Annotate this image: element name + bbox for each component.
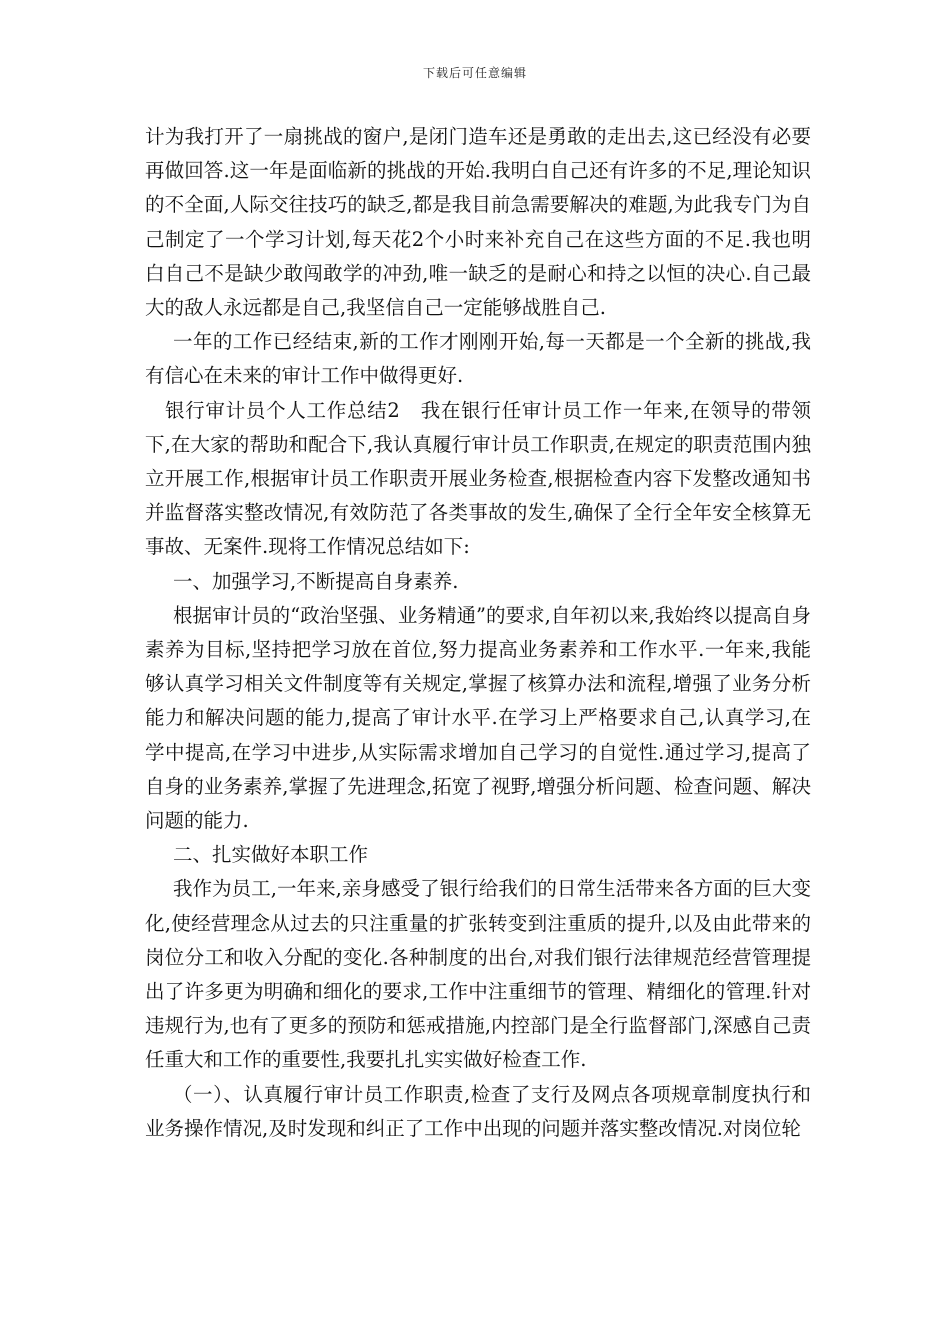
paragraph-conclusion: 一年的工作已经结束,新的工作才刚刚开始,每一天都是一个全新的挑战,我有信心在未来的审计工作中做得更好. (145, 330, 811, 388)
section-heading-1: 一、加强学习,不断提高自身素养. (173, 569, 459, 593)
section-heading-2: 二、扎实做好本职工作 (173, 843, 369, 867)
paragraph-continuation: 计为我打开了一扇挑战的窗户,是闭门造车还是勇敢的走出去,这已经没有必要再做回答.这一年是面临新的挑战的开始.我明白自己还有许多的不足,理论知识的不全面,人际交往技巧的缺乏,都是我目前急需要解决的难题,为此我专门为自己制定了一个学习计划,每天花2个小时来补充自己在这些方面的不足.我也明白自己不是缺少敢闯敢学的冲劲,唯一缺乏的是耐心和持之以恒的决心.自己最大的敌人永远都是自己,我坚信自己一定能够战胜自己. (145, 125, 811, 320)
document-body (145, 120, 811, 1146)
page-header: 下载后可任意编辑 (422, 66, 527, 80)
paragraph-duties: 我作为员工,一年来,亲身感受了银行给我们的日常生活带来各方面的巨大变化,使经营理念从过去的只注重量的扩张转变到注重质的提升,以及由此带来的岗位分工和收入分配的变化.各种制度的出台,对我们银行法律规范经营管理提出了许多更为明确和细化的要求,工作中注重细节的管理、精细化的管理.针对违规行为,也有了更多的预防和惩戒措施,内控部门是全行监督部门,深感自己责任重大和工作的重要性,我要扎扎实实做好检查工作. (145, 877, 811, 1072)
paragraph-summary-intro: 银行审计员个人工作总结2 我在银行任审计员工作一年来,在领导的带领下,在大家的帮助和配合下,我认真履行审计员工作职责,在规定的职责范围内独立开展工作,根据审计员工作职责开展业务检查,根据检查内容下发整改通知书并监督落实整改情况,有效防范了各类事故的发生,确保了全行全年安全核算无事故、无案件.现将工作情况总结如下: (145, 398, 811, 559)
paragraph-subsection-1: （一）、认真履行审计员工作职责,检查了支行及网点各项规章制度执行和业务操作情况,及时发现和纠正了工作中出现的问题并落实整改情况.对岗位轮 (145, 1082, 811, 1140)
paragraph-study: 根据审计员的“政治坚强、业务精通”的要求,自年初以来,我始终以提高自身素养为目标,坚持把学习放在首位,努力提高业务素养和工作水平.一年来,我能够认真学习相关文件制度等有关规定,掌握了核算办法和流程,增强了业务分析能力和解决问题的能力,提高了审计水平.在学习上严格要求自己,认真学习,在学中提高,在学习中进步,从实际需求增加自己学习的自觉性.通过学习,提高了自身的业务素养,掌握了先进理念,拓宽了视野,增强分析问题、检查问题、解决问题的能力. (145, 603, 811, 833)
